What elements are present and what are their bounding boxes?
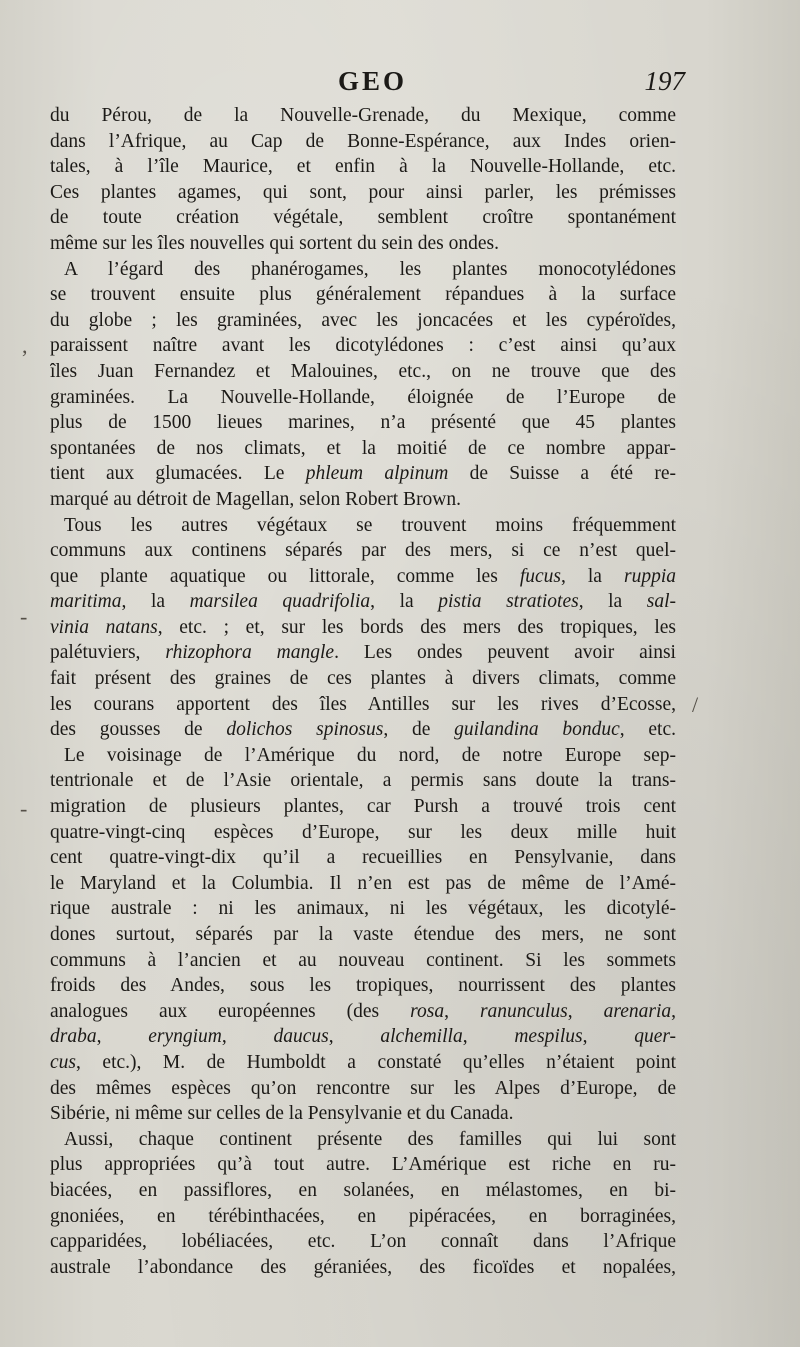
text-segment: , — [444, 1000, 480, 1022]
text-segment: , — [328, 1026, 381, 1048]
text-segment: , — [582, 1026, 635, 1048]
italic-term: arenaria — [603, 1000, 672, 1022]
text-line — [50, 513, 676, 539]
text-segment: , — [567, 1000, 604, 1022]
text-line — [50, 768, 676, 794]
text-segment: migration de plusieurs plantes, car Pursh a trouvé trois cent — [50, 796, 676, 818]
text-segment: , la — [578, 591, 647, 613]
italic-term: ranunculus — [479, 1000, 568, 1022]
text-line — [50, 564, 676, 590]
italic-term: pistia stratiotes — [438, 591, 579, 613]
text-line — [50, 436, 676, 462]
running-head: GEO — [337, 66, 407, 96]
text-line — [50, 640, 676, 666]
text-segment: tient aux glumacées. Le — [50, 463, 306, 485]
text-segment: Tous les autres végétaux se trouvent moins fréquemment — [64, 514, 676, 536]
text-segment: se trouvent ensuite plus généralement répandues à la surface — [50, 284, 676, 306]
text-segment: fait présent des graines de ces plantes à divers climats, comme — [50, 668, 676, 690]
text-line — [50, 231, 676, 257]
italic-term: sal- — [646, 591, 676, 613]
text-segment: paraissent naître avant les dicotylédones : c’est ainsi qu’aux — [50, 335, 676, 357]
italic-term: ruppia — [623, 565, 676, 587]
text-segment: , — [96, 1026, 149, 1048]
text-segment: des mêmes espèces qu’on rencontre sur les Alpes d’Europe, de — [50, 1077, 676, 1099]
text-segment: froids des Andes, sous les tropiques, nourrissent des plantes — [50, 975, 676, 997]
text-segment: , la — [121, 591, 190, 613]
italic-term: dolichos spinosus — [226, 719, 384, 741]
text-line — [50, 589, 676, 615]
text-line — [50, 129, 676, 155]
text-segment: dones surtout, séparés par la vaste étendue des mers, ne sont — [50, 924, 676, 945]
text-line — [50, 282, 676, 308]
text-segment: gnoniées, en térébinthacées, en pipéracées, en borraginées, — [50, 1205, 676, 1227]
italic-term: daucus — [273, 1026, 329, 1048]
text-segment: Sibérie, ni même sur celles de la Pensylvanie et du Canada. — [50, 1103, 514, 1125]
text-segment: Le voisinage de l’Amérique du nord, de notre Europe sep- — [64, 744, 676, 766]
text-line — [50, 1204, 676, 1230]
italic-term: vinia natans — [50, 616, 158, 638]
italic-term: rosa — [410, 1000, 445, 1022]
text-segment: cent quatre-vingt-dix qu’il a recueillies en Pensylvanie, dans — [50, 847, 676, 869]
text-line — [50, 615, 676, 641]
margin-mark: , — [22, 333, 28, 358]
text-line — [50, 487, 676, 513]
text-segment: rique australe : ni les animaux, ni les végétaux, les dicotylé- — [50, 898, 676, 920]
text-line — [50, 871, 676, 897]
text-line — [50, 359, 676, 385]
text-segment: quatre-vingt-cinq espèces d’Europe, sur les deux mille huit — [50, 821, 676, 843]
text-segment: de Suisse a été re- — [448, 463, 676, 485]
text-segment: des gousses de — [50, 719, 227, 741]
text-segment: , de — [383, 719, 455, 741]
italic-term: guilandina bonduc — [454, 719, 620, 741]
text-segment: , la — [370, 591, 439, 613]
text-segment: tentrionale et de l’Asie orientale, a permis sans doute la trans- — [50, 770, 676, 792]
text-segment: de toute création végétale, semblent croître spontanément — [50, 207, 676, 229]
text-line — [50, 845, 676, 871]
italic-term: quer- — [634, 1026, 676, 1048]
text-line — [50, 1229, 676, 1255]
text-line — [50, 1050, 676, 1076]
text-line — [50, 1152, 676, 1178]
text-segment: , — [221, 1026, 274, 1048]
text-line — [50, 896, 676, 922]
italic-term: maritima — [50, 591, 122, 613]
italic-term: alchemilla — [380, 1026, 463, 1048]
text-segment: les courans apportent des îles Antilles sur les rives d’Ecosse, — [50, 693, 676, 715]
text-line — [50, 333, 676, 359]
body-text — [50, 103, 676, 1280]
text-line — [50, 743, 676, 769]
italic-term: draba — [50, 1026, 97, 1048]
text-line — [50, 205, 676, 231]
text-segment: plus appropriées qu’à tout autre. L’Amérique est riche en ru- — [50, 1154, 676, 1176]
text-line — [50, 794, 676, 820]
text-segment: du Pérou, de la Nouvelle-Grenade, du Mexique, comme — [50, 105, 676, 126]
text-segment: que plante aquatique ou littorale, comme les — [50, 565, 520, 587]
text-line — [50, 461, 676, 487]
text-line — [50, 385, 676, 411]
text-line — [50, 1024, 676, 1050]
text-segment: , etc. ; et, sur les bords des mers des tropiques, les — [157, 616, 676, 638]
text-segment: biacées, en passiflores, en solanées, en mélastomes, en bi- — [50, 1179, 676, 1201]
text-line — [50, 1127, 676, 1153]
text-segment: australe l’abondance des géraniées, des ficoïdes et nopalées, — [50, 1256, 676, 1278]
text-line — [50, 922, 676, 948]
text-line — [50, 1101, 676, 1127]
text-line — [50, 973, 676, 999]
italic-term: fucus — [519, 565, 561, 587]
text-segment: spontanées de nos climats, et la moitié de ce nombre appar- — [50, 437, 676, 459]
italic-term: rhizophora mangle — [165, 642, 335, 664]
text-segment: le Maryland et la Columbia. Il n’en est pas de même de l’Amé- — [50, 872, 676, 894]
italic-term: marsilea quadrifolia — [189, 591, 371, 613]
margin-mark: - — [20, 604, 28, 629]
text-segment: . Les ondes peuvent avoir ainsi — [334, 642, 676, 664]
text-segment: , — [462, 1026, 515, 1048]
text-line — [50, 1178, 676, 1204]
text-segment: , la — [560, 565, 624, 587]
italic-term: cus — [50, 1051, 76, 1073]
text-segment: communs aux continens séparés par des mers, si ce n’est quel- — [50, 540, 676, 562]
text-line — [50, 154, 676, 180]
text-segment: marqué au détroit de Magellan, selon Robert Brown. — [50, 488, 462, 510]
italic-term: eryngium — [148, 1026, 222, 1048]
text-segment: palétuviers, — [50, 642, 166, 664]
italic-term: mespilus — [514, 1026, 583, 1048]
text-segment: , — [671, 1000, 676, 1022]
text-segment: îles Juan Fernandez et Malouines, etc., on ne trouve que des — [50, 360, 676, 382]
text-segment: graminées. La Nouvelle-Hollande, éloignée de l’Europe de — [50, 386, 676, 408]
text-segment: tales, à l’île Maurice, et enfin à la Nouvelle-Hollande, etc. — [50, 156, 676, 178]
text-segment: dans l’Afrique, au Cap de Bonne-Espérance, aux Indes orien- — [50, 130, 676, 152]
text-line — [50, 538, 676, 564]
text-segment: A l’égard des phanérogames, les plantes monocotylédones — [64, 258, 676, 280]
text-line — [50, 103, 676, 129]
text-line — [50, 410, 676, 436]
text-line — [50, 257, 676, 283]
margin-mark: - — [20, 796, 28, 821]
page-header — [60, 66, 685, 102]
text-segment: plus de 1500 lieues marines, n’a présenté que 45 plantes — [50, 412, 676, 434]
italic-term: phleum alpinum — [305, 463, 449, 485]
text-segment: Ces plantes agames, qui sont, pour ainsi parler, les prémisses — [50, 181, 676, 203]
margin-mark: / — [692, 692, 699, 717]
text-line — [50, 666, 676, 692]
text-line — [50, 1255, 676, 1281]
text-segment: communs à l’ancien et au nouveau continent. Si les sommets — [50, 949, 676, 971]
text-line — [50, 1076, 676, 1102]
page-number: 197 — [644, 66, 685, 96]
text-segment: même sur les îles nouvelles qui sortent du sein des ondes. — [50, 232, 499, 254]
text-segment: , etc. — [619, 719, 676, 741]
text-segment: analogues aux européennes (des — [50, 1000, 411, 1022]
text-line — [50, 948, 676, 974]
text-line — [50, 717, 676, 743]
text-segment: du globe ; les graminées, avec les joncacées et les cypéroïdes, — [50, 309, 676, 331]
text-segment: , etc.), M. de Humboldt a constaté qu’elles n’étaient point — [76, 1051, 676, 1073]
text-segment: Aussi, chaque continent présente des familles qui lui sont — [64, 1128, 676, 1150]
text-line — [50, 999, 676, 1025]
text-line — [50, 820, 676, 846]
text-line — [50, 180, 676, 206]
text-line — [50, 308, 676, 334]
text-line — [50, 692, 676, 718]
text-segment: capparidées, lobéliacées, etc. L’on connaît dans l’Afrique — [50, 1231, 676, 1253]
